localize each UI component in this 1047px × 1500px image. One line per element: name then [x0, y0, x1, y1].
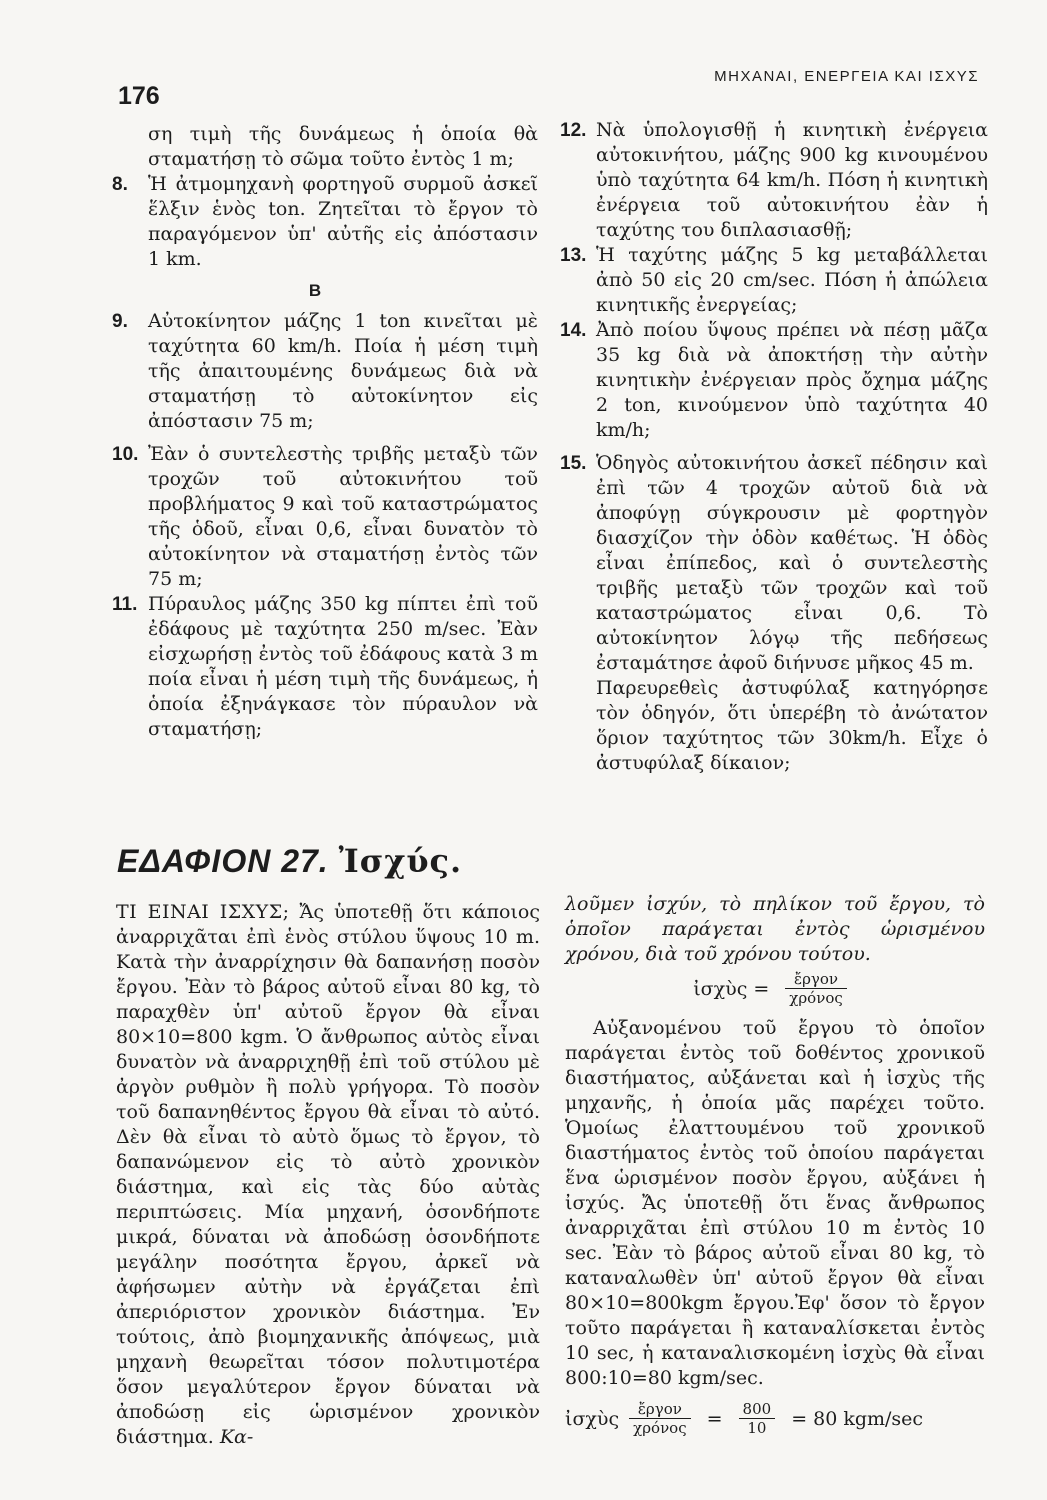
- formula-equals: =: [706, 1408, 723, 1430]
- power-formula: [565, 971, 985, 1008]
- problem-text: Πύραυλος μάζης 350 kg πίπτει ἐπὶ τοῦ ἐδάφους μὲ ταχύτητα 250 m/sec. Ἐὰν εἰσχωρήσῃ ἐντὸς τοῦ ἐδάφους κατὰ 3 m ποία εἶναι ἡ μέση τιμὴ τῆς δυνάμεως, ἡ ὁποία ἐξηνάγκασε τὸν πύραυλον νὰ σταματήσῃ;: [148, 593, 538, 740]
- section-heading: [117, 842, 462, 880]
- right-column-body: [565, 892, 985, 1446]
- problem-continuation: Παρευρεθεὶς ἀστυφύλαξ κατηγόρησε τὸν ὁδηγόν, ὅτι ὑπερέβη τὸ ἀνώτατον ὅριον ταχύτητος τῶν 30km/h. Εἶχε ὁ ἀστυφύλαξ δίκαιον;: [596, 677, 988, 774]
- fraction-numerator: ἔργον: [637, 1400, 682, 1418]
- formula-fraction-values: [739, 1401, 776, 1438]
- problem-text: Ἐὰν ὁ συντελεστὴς τριβῆς μεταξὺ τῶν τροχῶν τοῦ αὐτοκινήτου τοῦ προβλήματος 9 καὶ τοῦ καταστρώματος τῆς ὁδοῦ, εἶναι 0,6, εἶναι δυνατὸν τὸ αὐτοκίνητον νὰ σταματήσῃ ἐντὸς τῶν 75 m;: [148, 443, 538, 590]
- problem-number: 12.: [560, 120, 587, 141]
- problem-item: [112, 442, 538, 592]
- section-title: Ἰσχύς.: [338, 842, 463, 880]
- power-calculation-formula: [565, 1401, 985, 1438]
- body-paragraph: Αὐξανομένου τοῦ ἔργου τὸ ὁποῖον παράγεται ἐντὸς τοῦ δοθέντος χρονικοῦ διαστήματος, αὐξάνεται καὶ ἡ ἰσχὺς τῆς μηχανῆς, ἡ ὁποία μᾶς παρέχει τοῦτο. Ὁμοίως ἐλαττουμένου τοῦ χρονικοῦ διαστήματος ἐντὸς τοῦ ὁποίου παράγεται ἕνα ὡρισμένον ποσὸν ἔργου, αὐξάνει ἡ ἰσχύς. Ἄς ὑποτεθῇ ὅτι ἕνας ἄνθρωπος ἀναρριχᾶται ἐπὶ στύλου 10 m ἐντὸς 10 sec. Ἐὰν τὸ βάρος αὐτοῦ εἶναι 80 kg, τὸ καταναλωθὲν ὑπ' αὐτοῦ ἔργον θὰ εἶναι 80×10=800kgm ἔργου.Ἐφ' ὅσον τὸ ἔργον τοῦτο παράγεται ἢ καταναλίσκεται ἐντὸς 10 sec, ἡ καταναλισκομένη ἰσχὺς θὰ εἶναι 800:10=80 kgm/sec.: [565, 1017, 985, 1389]
- trailing-hyphenated-word: Κα-: [219, 1426, 254, 1448]
- fraction-numerator: 800: [742, 1400, 772, 1418]
- formula-equals: =: [753, 978, 770, 1000]
- formula-lhs: ἰσχὺς: [693, 978, 748, 1000]
- fraction-denominator: χρόνος: [789, 989, 843, 1007]
- subheading-b: Β: [308, 281, 322, 300]
- formula-equals: =: [791, 1408, 808, 1430]
- problem-number: 10.: [112, 444, 139, 465]
- problem-item: [560, 318, 988, 443]
- problem-number: 13.: [560, 245, 587, 266]
- problem-item: [112, 172, 538, 272]
- formula-fraction: [785, 971, 847, 1008]
- section-label: ΕΔΑΦΙΟΝ 27.: [117, 843, 329, 879]
- left-column-problems: [112, 122, 538, 742]
- problem-item: [560, 243, 988, 318]
- formula-fraction: [629, 1401, 691, 1438]
- problem-number: 8.: [112, 174, 128, 195]
- problem-item: [560, 451, 988, 676]
- problem-number: 11.: [112, 594, 138, 615]
- page-number: 176: [118, 82, 160, 110]
- fraction-numerator: ἔργον: [794, 970, 838, 988]
- definition-text: λοῦμεν ἰσχύν, τὸ πηλίκον τοῦ ἔργου, τὸ ὁποῖον παράγεται ἐντὸς ὡρισμένου χρόνου, διὰ τοῦ χρόνου τούτου.: [565, 893, 985, 965]
- fraction-denominator: 10: [747, 1419, 767, 1437]
- problem-number: 15.: [560, 453, 587, 474]
- lead-heading: ΤΙ ΕΙΝΑΙ ΙΣΧΥΣ;: [116, 901, 290, 923]
- problem-text: Ὁδηγὸς αὐτοκινήτου ἀσκεῖ πέδησιν καὶ ἐπὶ τῶν 4 τροχῶν αὐτοῦ διὰ νὰ ἀποφύγῃ σύγκρουσιν μὲ φορτηγὸν διασχίζον τὴν ὁδὸν καθέτως. Ἡ ὁδὸς εἶναι ἐπίπεδος, καὶ ὁ συντελεστὴς τριβῆς μεταξὺ τῶν τροχῶν καὶ τοῦ καταστρώματος εἶναι 0,6. Τὸ αὐτοκίνητον λόγῳ τῆς πεδήσεως ἐσταμάτησε ἀφοῦ διήνυσε μῆκος 45 m.: [596, 452, 988, 674]
- body-text: Ἄς ὑποτεθῇ ὅτι κάποιος ἀναρριχᾶται ἐπὶ ἑνὸς στύλου ὕψους 10 m. Κατὰ τὴν ἀναρρίχησιν θὰ δαπανήσῃ ποσὸν ἔργου. Ἐὰν τὸ βάρος αὐτοῦ εἶναι 80 kg, τὸ παραχθὲν ὑπ' αὐτοῦ ἔργον θὰ εἶναι 80×10=800 kgm. Ὁ ἄνθρωπος αὐτὸς εἶναι δυνατὸν νὰ ἀναρριχηθῇ ἐπὶ τοῦ στύλου μὲ ἀργὸν ρυθμὸν ἢ πολὺ γρήγορα. Τὸ ποσὸν τοῦ δαπανηθέντος ἔργου θὰ εἶναι τὸ αὐτό. Δὲν θὰ εἶναι τὸ αὐτὸ ὅμως τὸ ἔργον, τὸ δαπανώμενον εἰς τὸ αὐτὸ χρονικὸν διάστημα, καὶ εἰς τὰς δύο αὐτὰς περιπτώσεις. Μία μηχανή, ὁσονδήποτε μικρά, δύναται νὰ ἀποδώσῃ ὁσονδήποτε μεγάλην ποσότητα ἔργου, ἀρκεῖ νὰ ἀφήσωμεν αὐτὴν νὰ ἐργάζεται ἐπὶ ἀπεριόριστον χρονικὸν διάστημα. Ἐν τούτοις, ἀπὸ βιομηχανικῆς ἀπόψεως, μιὰ μηχανὴ θεωρεῖται τόσον πολυτιμοτέρα ὅσον μεγαλύτερον ἔργον δύναται νὰ ἀποδώσῃ εἰς ὡρισμένον χρονικὸν διάστημα.: [116, 901, 541, 1448]
- problem-text: Ἡ ἀτμομηχανὴ φορτηγοῦ συρμοῦ ἀσκεῖ ἕλξιν ἑνὸς ton. Ζητεῖται τὸ ἔργον τὸ παραγόμενον ὑπ' αὐτῆς εἰς ἀπόστασιν 1 km.: [148, 173, 538, 270]
- problem-number: 14.: [560, 320, 587, 341]
- left-column-body: [116, 900, 540, 1450]
- problem-number: 9.: [112, 311, 128, 332]
- formula-result: 80 kgm/sec: [813, 1408, 924, 1430]
- fraction-denominator: χρόνος: [633, 1419, 687, 1437]
- running-head: ΜΗΧΑΝΑΙ, ΕΝΕΡΓΕΙΑ ΚΑΙ ΙΣΧΥΣ: [714, 68, 979, 85]
- problem-item: [112, 592, 538, 742]
- problem-text: Αὐτοκίνητον μάζης 1 ton κινεῖται μὲ ταχύτητα 60 km/h. Ποία ἡ μέση τιμὴ τῆς ἀπαιτουμένης δυνάμεως διὰ νὰ σταματήσῃ τὸ αὐτοκίνητον εἰς ἀπόστασιν 75 m;: [148, 310, 538, 432]
- formula-lhs: ἰσχὺς: [565, 1408, 620, 1430]
- problem-text: Ἀπὸ ποίου ὕψους πρέπει νὰ πέσῃ μᾶζα 35 kg διὰ νὰ ἀποκτήσῃ τὴν αὐτὴν κινητικὴν ἐνέργειαν πρὸς ὄχημα μάζης 2 ton, κινούμενον ὑπὸ ταχύτητα 40 km/h;: [596, 319, 988, 441]
- right-column-problems: [560, 118, 988, 776]
- problem-text: Νὰ ὑπολογισθῇ ἡ κινητικὴ ἐνέργεια αὐτοκινήτου, μάζης 900 kg κινουμένου ὑπὸ ταχύτητα 64 km/h. Πόση ἡ κινητικὴ ἐνέργεια τοῦ αὐτοκινήτου ἐὰν ἡ ταχύτης του διπλασιασθῇ;: [596, 119, 988, 241]
- problem-item: [560, 118, 988, 243]
- problem-item: [112, 309, 538, 434]
- problem-text: Ἡ ταχύτης μάζης 5 kg μεταβάλλεται ἀπὸ 50 εἰς 20 cm/sec. Πόση ἡ ἀπώλεια κινητικῆς ἐνεργείας;: [596, 244, 988, 316]
- problem-continuation: ση τιμὴ τῆς δυνάμεως ἡ ὁποία θὰ σταματήσῃ τὸ σῶμα τοῦτο ἐντὸς 1 m;: [148, 123, 538, 170]
